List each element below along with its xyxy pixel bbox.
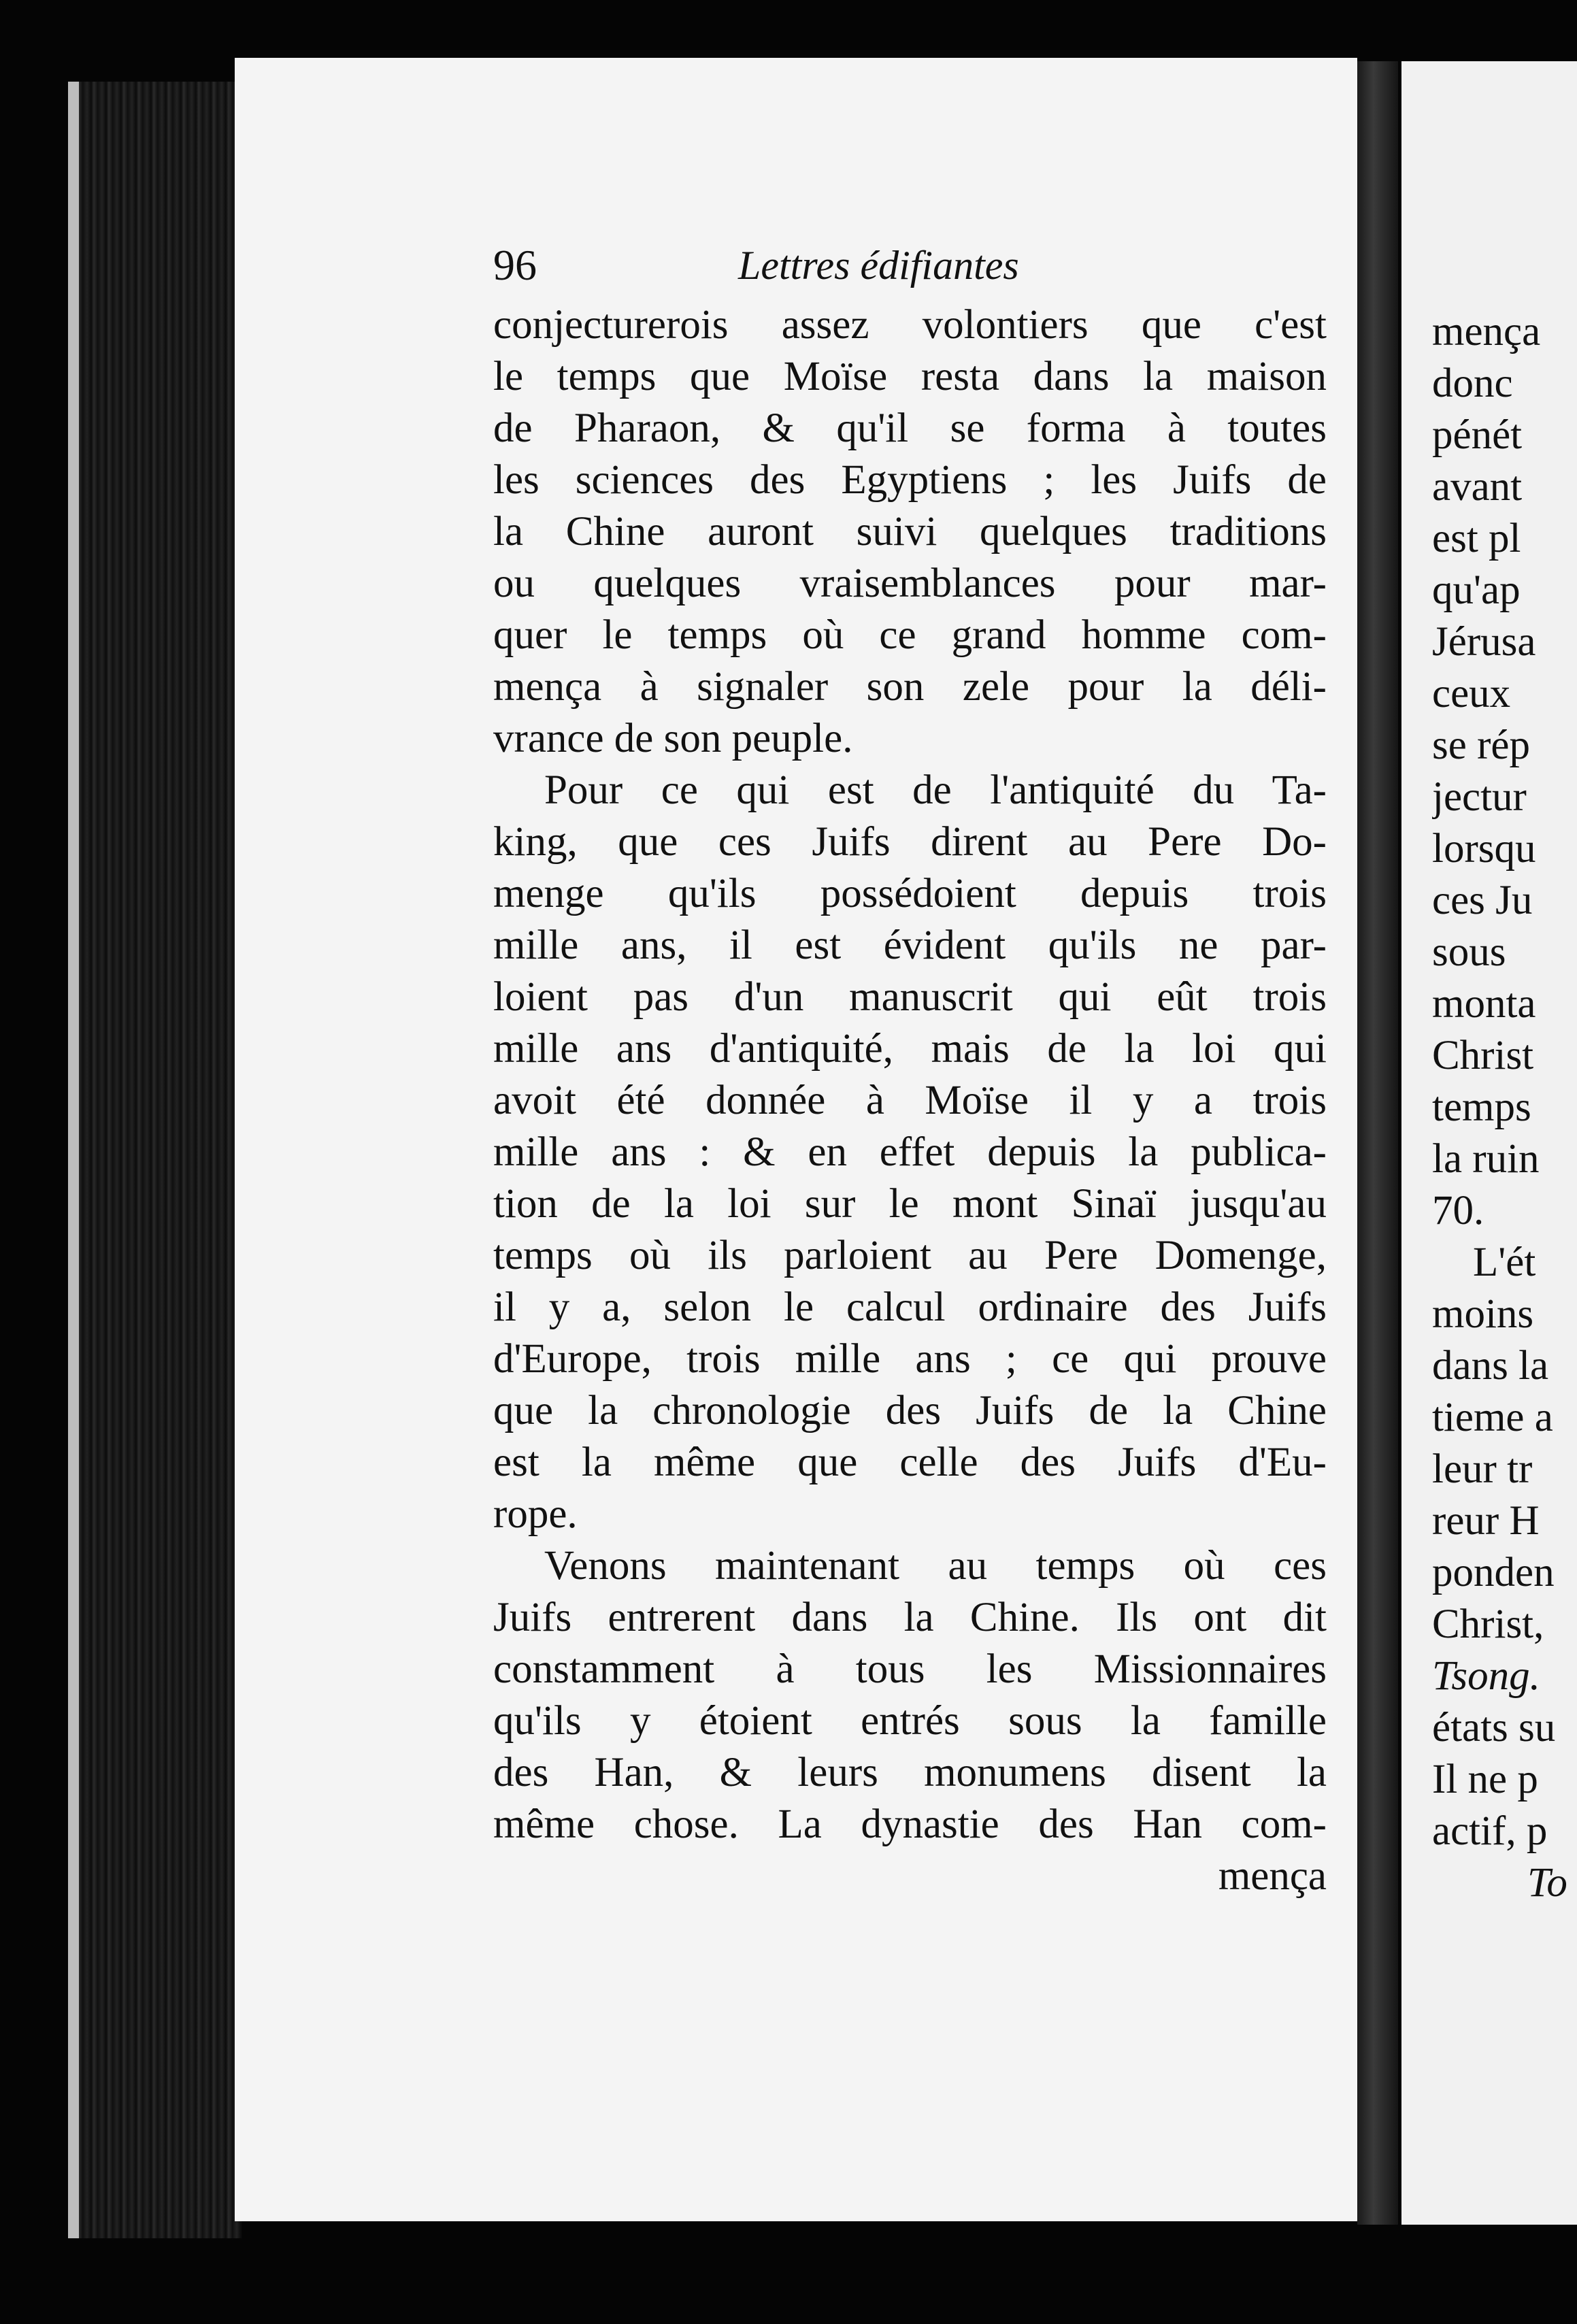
- right-text-line: donc: [1432, 361, 1513, 406]
- text-line: constamment à tous les Missionnaires: [493, 1646, 1327, 1692]
- text-line: les sciences des Egyptiens ; les Juifs de: [493, 457, 1327, 503]
- right-text-line: ceux: [1432, 671, 1511, 716]
- page-number: 96: [493, 241, 537, 289]
- right-text-line: jectur: [1432, 774, 1527, 820]
- text-line: il y a, selon le calcul ordinaire des Juifs: [493, 1284, 1327, 1330]
- text-line: mille ans, il est évident qu'ils ne par-: [493, 923, 1327, 968]
- text-line: vrance de son peuple.: [493, 716, 853, 761]
- text-line: des Han, & leurs monumens disent la: [493, 1750, 1327, 1795]
- text-line: ou quelques vraisemblances pour mar-: [493, 561, 1327, 606]
- text-line: menge qu'ils possédoient depuis trois: [493, 871, 1327, 916]
- right-text-line: Il ne p: [1432, 1757, 1538, 1802]
- book-gutter: [1357, 61, 1398, 2225]
- right-text-line: sous: [1432, 929, 1506, 975]
- right-text-line: est pl: [1432, 516, 1521, 561]
- right-text-line: se rép: [1432, 723, 1530, 768]
- text-line: que la chronologie des Juifs de la Chine: [493, 1388, 1327, 1433]
- right-text-line: tieme a: [1432, 1395, 1553, 1440]
- text-line: temps où ils parloient au Pere Domenge,: [493, 1233, 1327, 1278]
- right-text-line: mença: [1432, 309, 1541, 354]
- right-text-line: la ruin: [1432, 1136, 1540, 1182]
- paragraph-start-line: Pour ce qui est de l'antiquité du Ta-: [544, 767, 1327, 813]
- right-text-line: lorsqu: [1432, 826, 1536, 872]
- right-text-line: To: [1527, 1860, 1567, 1906]
- text-line: d'Europe, trois mille ans ; ce qui prouve: [493, 1336, 1327, 1382]
- right-text-line: Christ,: [1432, 1601, 1544, 1647]
- text-line: le temps que Moïse resta dans la maison: [493, 354, 1327, 399]
- paragraph-start-line: Venons maintenant au temps où ces: [544, 1543, 1327, 1589]
- right-text-line: ces Ju: [1432, 878, 1533, 923]
- text-line: quer le temps où ce grand homme com-: [493, 612, 1327, 658]
- book-page-edges: [68, 82, 242, 2238]
- right-text-line: pénét: [1432, 412, 1523, 458]
- right-text-line: dans la: [1432, 1343, 1549, 1389]
- text-line: avoit été donnée à Moïse il y a trois: [493, 1078, 1327, 1123]
- text-line: mille ans d'antiquité, mais de la loi qui: [493, 1026, 1327, 1072]
- right-text-line: Christ: [1432, 1033, 1534, 1078]
- right-text-line: temps: [1432, 1084, 1531, 1130]
- catchword: mença: [1218, 1853, 1327, 1899]
- right-page-text: [1432, 306, 1577, 1909]
- right-text-line: Tsong.: [1432, 1653, 1540, 1699]
- right-text-line: états su: [1432, 1705, 1556, 1750]
- right-text-line: actif, p: [1432, 1808, 1548, 1854]
- right-text-line: ponden: [1432, 1550, 1555, 1595]
- right-text-line: leur tr: [1432, 1446, 1533, 1492]
- text-line: rope.: [493, 1491, 578, 1537]
- text-line: la Chine auront suivi quelques traditions: [493, 509, 1327, 554]
- text-line: tion de la loi sur le mont Sinaï jusqu'au: [493, 1181, 1327, 1227]
- text-line: même chose. La dynastie des Han com-: [493, 1802, 1327, 1847]
- main-text-block: [493, 299, 1327, 1902]
- running-title: Lettres édifiantes: [738, 243, 1019, 288]
- running-head: [493, 235, 1327, 296]
- text-line: conjecturerois assez volontiers que c'est: [493, 302, 1327, 348]
- right-text-line: moins: [1432, 1291, 1534, 1337]
- text-line: de Pharaon, & qu'il se forma à toutes: [493, 405, 1327, 451]
- text-line: est la même que celle des Juifs d'Eu-: [493, 1440, 1327, 1485]
- text-line: loient pas d'un manuscrit qui eût trois: [493, 974, 1327, 1020]
- right-text-line: reur H: [1432, 1498, 1540, 1544]
- text-line: qu'ils y étoient entrés sous la famille: [493, 1698, 1327, 1744]
- text-line: king, que ces Juifs dirent au Pere Do-: [493, 819, 1327, 865]
- text-line: Juifs entrerent dans la Chine. Ils ont dit: [493, 1595, 1327, 1640]
- right-text-line: avant: [1432, 464, 1523, 510]
- text-line: mença à signaler son zele pour la déli-: [493, 664, 1327, 710]
- right-text-line: 70.: [1432, 1188, 1484, 1233]
- right-text-line: monta: [1432, 981, 1536, 1027]
- right-text-line: qu'ap: [1432, 567, 1521, 613]
- right-text-line: Jérusa: [1432, 619, 1536, 665]
- text-line: mille ans : & en effet depuis la publica-: [493, 1129, 1327, 1175]
- right-text-line: L'ét: [1473, 1240, 1536, 1285]
